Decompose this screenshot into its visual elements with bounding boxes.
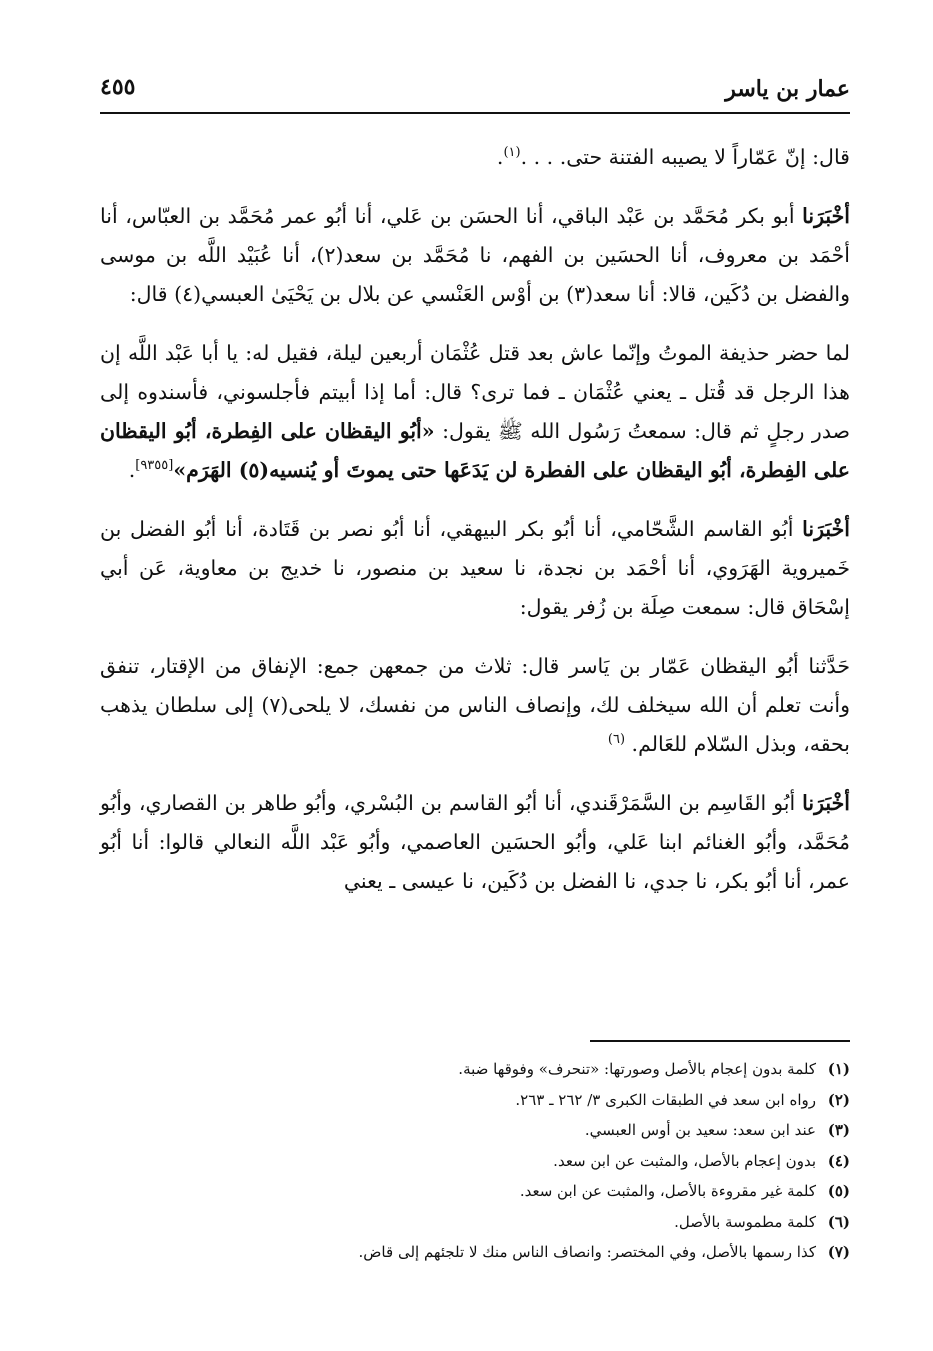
footnote-number: (٢) (827, 1090, 850, 1109)
paragraph (100, 138, 850, 177)
paragraph (100, 197, 850, 314)
footnote-text: كلمة مطموسة بالأصل. (674, 1212, 816, 1231)
footnote-text: رواه ابن سعد في الطبقات الكبرى ٣/ ٢٦٢ ـ ٢٦٣. (515, 1090, 816, 1109)
paragraph (100, 647, 850, 764)
footnote-rule (590, 1040, 850, 1042)
hadith-text: «أبُو اليقظان على الفِطرة، أبُو اليقظان على الفِطرة، أبُو اليقظان على الفطرة لن يَدَعَها حتى يموتَ أو يُنسيه(٥) الهَرَم» (100, 419, 850, 482)
footnote (100, 1115, 850, 1146)
footnote-number: (٤) (827, 1151, 850, 1170)
footnote-ref: (١) (503, 145, 521, 161)
marginal-footnote-ref: (٦) (607, 732, 626, 748)
footnote-text: كذا رسمها بالأصل، وفي المختصر: وانصاف الناس منك لا تلجئهم إلى قاض. (358, 1243, 816, 1261)
running-title: عمار بن ياسر (725, 76, 850, 102)
page-number: ٤٥٥ (100, 74, 136, 100)
paragraph (100, 784, 850, 901)
paragraph-text: حَدَّثنا أبُو اليقظان عَمّار بن يَاسر قال: ثلاث من جمعهن جمع: الإنفاق من الإقتار، تنفق وأنت تعلم أن الله سيخلف لك، وإنصاف الناس من نفسك، لا يلحى(٧) إلى سلطان يذهب بحقه، وبذل السّلام للعَالم. (100, 654, 851, 756)
footnote-number: (٣) (827, 1121, 850, 1139)
footnote-number: (١) (827, 1060, 850, 1078)
paragraph (100, 510, 850, 627)
footnote (100, 1054, 850, 1085)
isnad-lead: أخْبَرَنا (802, 517, 850, 541)
paragraph-text: أبو بكر مُحَمَّد بن عَبْد الباقي، أنا الحسَن بن عَلي، أنا أبُو عمر مُحَمَّد بن العبّاس، أنا أحْمَد بن معروف، أنا الحسَين بن الفهم، نا مُحَمَّد بن سعد(٢)، أنا عُبَيْد اللَّه بن موسى والفضل بن دُكَين، قالا: أنا سعد(٣) بن أوْس العَنْسي عن بلال بن يَحْيَىٰ العبسي(٤) قال: (100, 204, 850, 306)
paragraph-text: أبُو القاسم الشَّحّامي، أنا أبُو بكر البيهقي، أنا أبُو نصر بن قَتَادة، أنا أبُو الفضل بن خَميروية الهَرَوي، أنا أحْمَد بن نجدة، نا سعيد بن منصور، نا خديج بن معاوية، عَن أبي إسْحَاق قال: سمعت صِلَة بن زُفر يقول: (100, 517, 850, 619)
paragraph-text: أبُو القَاسِم بن السَّمَرْقَندي، أنا أبُو القاسم بن البُسْري، وأبُو طاهر بن القصاري، وأبُو مُحَمَّد، وأبُو الغنائم ابنا عَلي، وأبُو الحسَين العاصمي، وأبُو عَبْد اللَّه النعالي قالوا: أنا أبُو عمر، أنا أبُو بكر، نا جدي، نا الفضل بن دُكَين، نا عيسى ـ يعني (100, 791, 850, 893)
paragraph-tail: . (496, 145, 504, 169)
footnote-text: بدون إعجام بالأصل، والمثبت عن ابن سعد. (553, 1151, 816, 1170)
footnote-number: (٦) (827, 1212, 850, 1231)
paragraph (100, 334, 850, 490)
footnote (100, 1237, 850, 1268)
paragraph-text: قال: إنّ عَمّاراً لا يصيبه الفتنة حتى. . . . (520, 145, 850, 169)
footnote (100, 1207, 850, 1238)
page-header (100, 72, 850, 108)
isnad-lead: أخْبَرَنا (802, 791, 850, 815)
footnote-number: (٧) (827, 1243, 850, 1261)
footnote-text: عند ابن سعد: سعيد بن أوس العبسي. (584, 1121, 816, 1139)
footnote (100, 1176, 850, 1207)
paragraph-tail: . (128, 458, 136, 482)
footnote (100, 1085, 850, 1116)
footnote-text: كلمة غير مقروءة بالأصل، والمثبت عن ابن سعد. (519, 1182, 816, 1200)
footnote-text: كلمة بدون إعجام بالأصل وصورتها: «تنحرف» وفوقها ضبة. (458, 1060, 816, 1078)
footnote-number: (٥) (827, 1182, 850, 1200)
footnotes (100, 1054, 850, 1268)
paragraph-text: لما حضر حذيفة الموتُ وإنّما عاش بعد قتل عُثْمَان أربعين ليلة، فقيل له: يا أبا عَبْد اللَّه إن هذا الرجل قد قُتل ـ يعني عُثْمَان ـ فما ترى؟ قال: أما إذا أبيتم فأجلسوني، فأسندوه إلى صدر رجلٍ ثم قال: سمعتُ رَسُول الله ﷺ يقول: (100, 341, 850, 443)
isnad-lead: أخْبَرَنا (802, 204, 850, 228)
footnote (100, 1146, 850, 1177)
header-rule (100, 112, 850, 114)
hadith-number: [٩٣٥٥] (135, 458, 174, 474)
main-text (100, 138, 850, 921)
